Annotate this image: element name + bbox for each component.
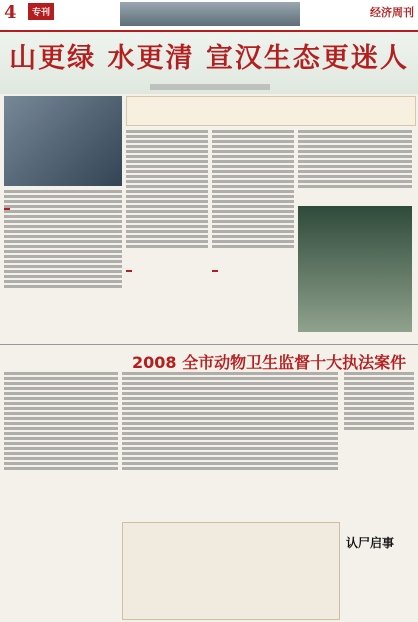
page-number: 4 bbox=[4, 2, 17, 23]
right-column bbox=[298, 130, 412, 190]
main-headline: 山更绿 水更清 宣汉生态更迷人 bbox=[9, 43, 409, 74]
brand-label: 经济周刊 bbox=[370, 6, 414, 19]
middle-column-1 bbox=[126, 130, 208, 250]
bottom-box bbox=[122, 522, 340, 620]
bottom-right-column bbox=[344, 372, 414, 432]
subsection-tag-1 bbox=[4, 208, 10, 210]
subsection-tag-3 bbox=[212, 270, 218, 272]
masthead bbox=[0, 0, 418, 32]
middle-column-2 bbox=[212, 130, 294, 250]
subsection-tag-2 bbox=[126, 270, 132, 272]
masthead-photo bbox=[120, 2, 300, 26]
bottom-left-column bbox=[4, 372, 118, 472]
byline-bar bbox=[150, 84, 270, 90]
forest-photo bbox=[298, 206, 412, 332]
bottom-main-title: 2008 全市动物卫生监督十大执法案件 bbox=[132, 353, 407, 372]
intro-box bbox=[126, 96, 416, 126]
notice-title: 认尸启事 bbox=[346, 536, 395, 550]
section-label: 专刊 bbox=[28, 3, 54, 20]
section-divider bbox=[0, 344, 418, 345]
bottom-middle-column bbox=[122, 372, 338, 472]
left-column bbox=[4, 190, 122, 290]
lead-photo bbox=[4, 96, 122, 186]
